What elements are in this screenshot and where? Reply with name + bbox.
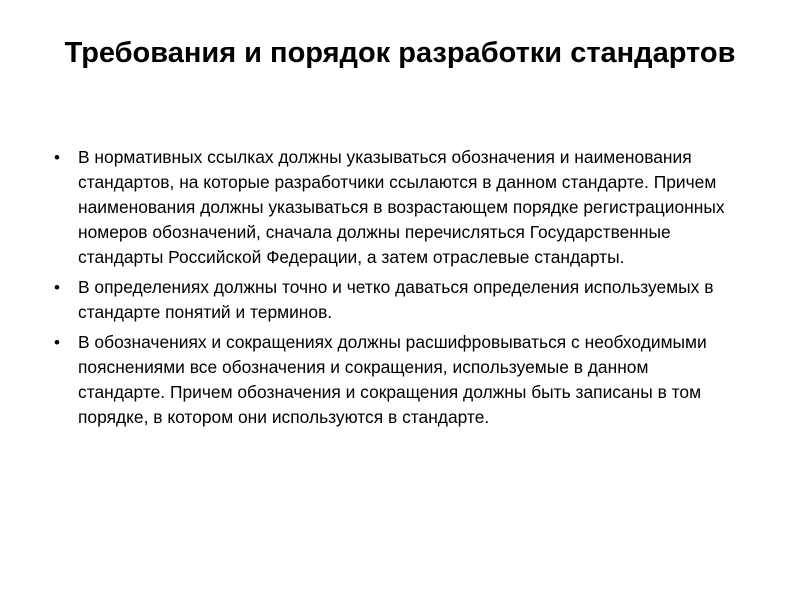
- bullet-icon: •: [54, 333, 60, 352]
- bullet-item: [48, 330, 738, 430]
- slide-title: Требования и порядок разработки стандартов: [64, 37, 736, 69]
- bullet-icon: •: [54, 148, 60, 167]
- bullet-item: [48, 275, 738, 325]
- bullet-text: В определениях должны точно и четко даваться определения используемых в стандарте понятий и терминов.: [78, 277, 714, 322]
- bullet-text: В нормативных ссылках должны указываться обозначения и наименования стандартов, на которые разработчики ссылаются в данном стандарте. Причем наименования должны указываться в возрастающем порядке регистрационных номеров обозначений, сначала должны перечисляться Государственные стандарты Российской Федерации, а затем отраслевые стандарты.: [78, 147, 725, 267]
- bullet-icon: •: [54, 278, 60, 297]
- bullet-list: [48, 145, 738, 435]
- bullet-item: [48, 145, 738, 270]
- bullet-text: В обозначениях и сокращениях должны расшифровываться с необходимыми пояснениями все обозначения и сокращения, используемые в данном стандарте. Причем обозначения и сокращения должны быть записаны в том порядке, в котором они используются в стандарте.: [78, 332, 707, 427]
